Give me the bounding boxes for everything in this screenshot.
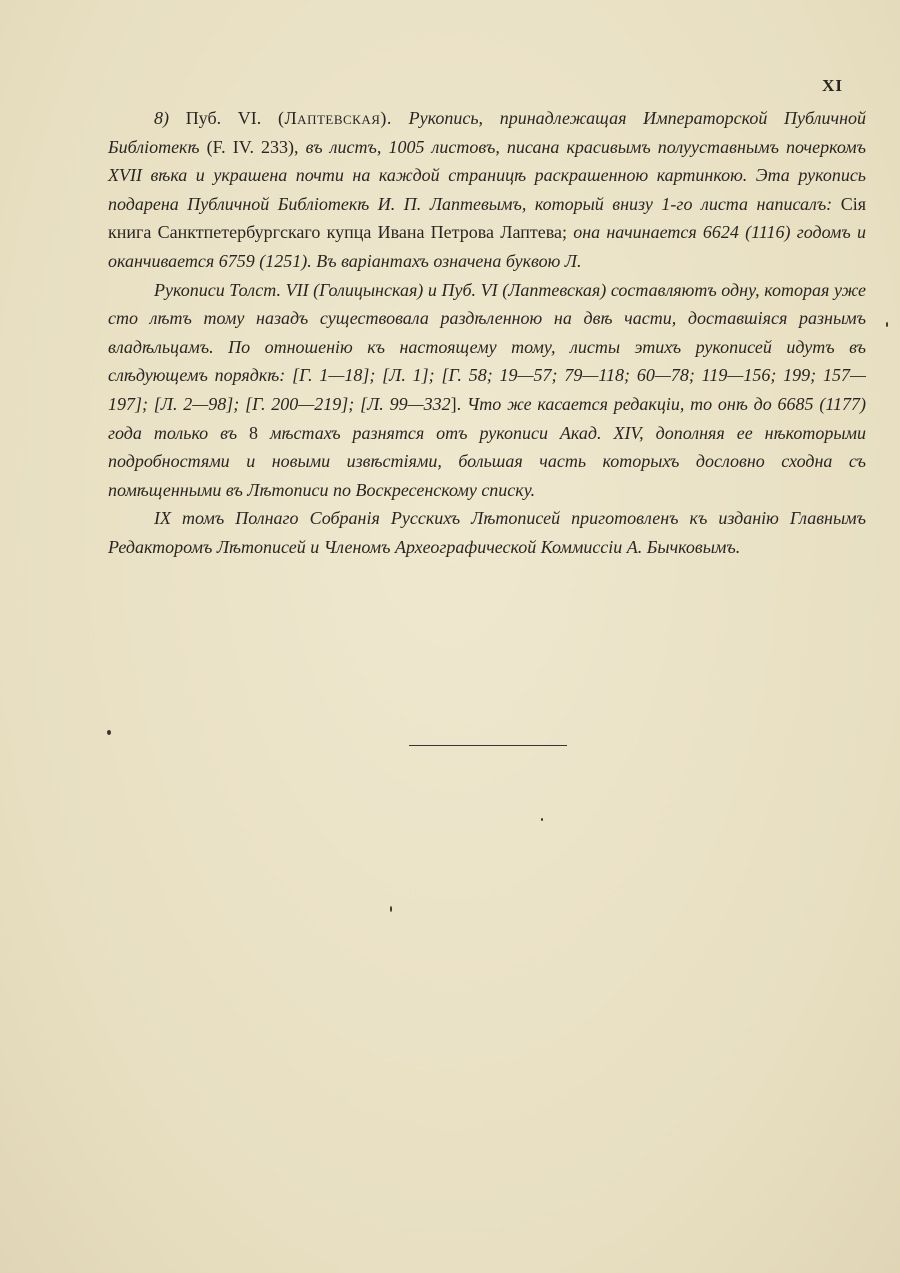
number-eight: 8 [249, 422, 259, 443]
item-number: 8) [154, 108, 169, 128]
closing-bracket: ]. [450, 393, 462, 414]
body-text [108, 104, 866, 562]
inscription-quote: Сія книга Санктпетербургскаго купца Ивана Петрова Лаптева; [108, 193, 867, 243]
paragraph-2-text-a: Рукописи Толст. VII (Голицынская) и Пуб. VI (Лаптевская) составляютъ одну, которая уже сто лѣтъ тому назадъ существовала раздѣленною на двѣ части, доставшіяся разнымъ владѣльцамъ. По отношенію къ настоящему тому, листы этихъ рукописей идутъ въ слѣдующемъ порядкѣ: [Г. 1—18]; [Л. 1]; [Г. 58; 19—57; 79—118; 60—78; 119—156; 199; 157—197]; [Л. 2—98]; [Г. 200—219]; [Л. 99—332 [108, 279, 866, 414]
ink-speck [886, 322, 888, 327]
paragraph-2-text-c: мѣстахъ разнятся отъ рукописи Акад. XIV, дополняя ее нѣкоторыми подробностями и новыми извѣстіями, большая часть которыхъ дословно сходна съ помѣщенными въ Лѣтописи по Воскресенскому списку. [108, 422, 867, 500]
manuscript-name: (Лаптевская). [277, 108, 392, 128]
paragraph-1-text-a: Рукопись, принадлежащая Императорской Публичной Библіотекѣ [108, 108, 867, 157]
paragraph-1 [108, 104, 866, 276]
manuscript-code: Пуб. VI. [185, 108, 262, 128]
ink-speck [390, 906, 392, 912]
paragraph-1-text-b: въ листъ, 1005 листовъ, писана красивымъ полууставнымъ почеркомъ XVII вѣка и украшена почти на каждой страницѣ раскрашенною картинкою. Эта рукопись подарена Публичной Библіотекѣ И. П. Лаптевымъ, который внизу 1-го листа написалъ: [108, 136, 867, 214]
shelf-mark: (F. IV. 233), [206, 136, 299, 157]
paragraph-3: IX томъ Полнаго Собранія Русскихъ Лѣтописей приготовленъ къ изданію Главнымъ Редакторомъ Лѣтописей и Членомъ Археографической Коммиссіи А. Бычковымъ. [108, 508, 866, 557]
section-divider [409, 745, 567, 746]
paragraph-2 [108, 276, 866, 505]
paragraph-1-text-c: она начинается 6624 (1116) годомъ и оканчивается 6759 (1251). Въ варіантахъ означена буквою Л. [108, 222, 867, 271]
paragraph-2-text-b: Что же касается редакціи, то онѣ до 6685 (1177) года только въ [108, 393, 866, 443]
ink-speck [541, 818, 543, 821]
ink-speck [107, 730, 111, 735]
page-number: XI [822, 76, 843, 95]
